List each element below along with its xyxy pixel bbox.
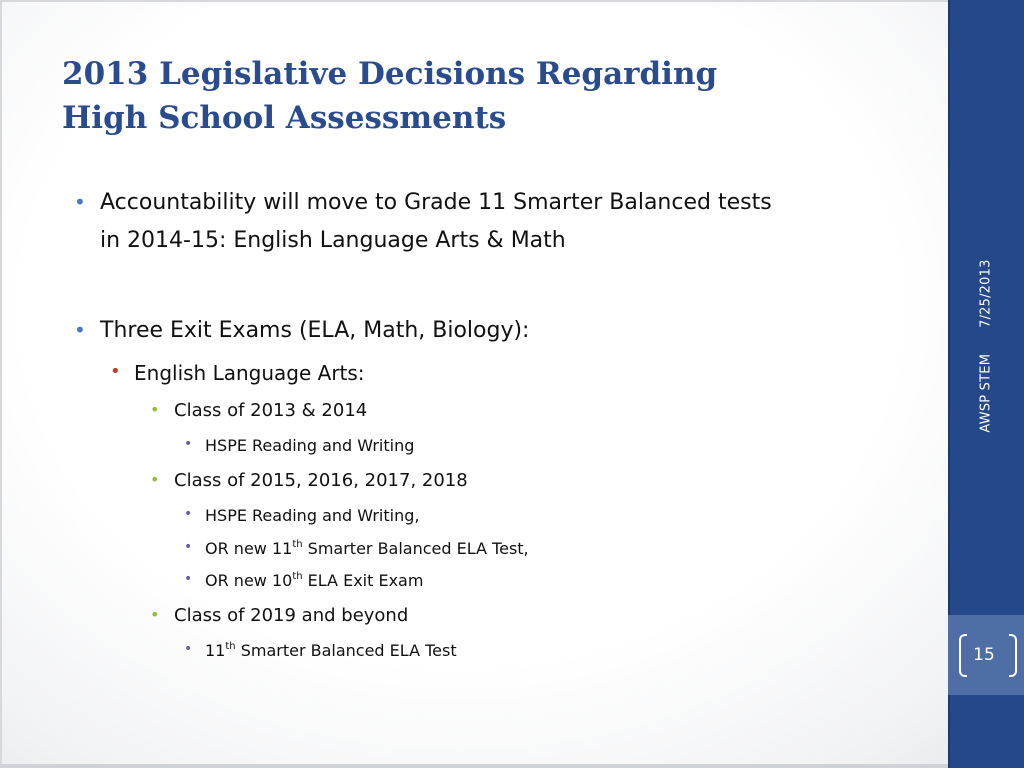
bullet-text: HSPE Reading and Writing, [205, 506, 420, 525]
bullet-text: OR new 10th ELA Exit Exam [205, 571, 424, 590]
bullet-text: Class of 2019 and beyond [174, 605, 409, 626]
slide-title-line-2: High School Assessments [62, 100, 507, 136]
bullet-dot-icon: • [74, 318, 86, 342]
bullet-dot-icon: • [110, 361, 121, 382]
bullet-text: English Language Arts: [134, 361, 365, 385]
bullet-text: Three Exit Exams (ELA, Math, Biology): [100, 318, 530, 343]
page-number: 15 [973, 645, 995, 665]
bullet-dot-icon: • [150, 470, 160, 489]
footer-date: 7/25/2013 [978, 259, 994, 328]
bullet-dot-icon: • [184, 506, 193, 522]
page-number-box [948, 615, 1024, 695]
bullet-dot-icon: • [150, 605, 160, 624]
bullet-text: 11th Smarter Balanced ELA Test [205, 641, 457, 660]
bullet-text: Class of 2015, 2016, 2017, 2018 [174, 470, 468, 491]
bullet-dot-icon: • [150, 400, 160, 419]
bullet-text: OR new 11th Smarter Balanced ELA Test, [205, 539, 529, 558]
bullet-dot-icon: • [184, 641, 193, 657]
bullet-dot-icon: • [184, 571, 193, 587]
bullet-text: Class of 2013 & 2014 [174, 400, 368, 421]
bullet-text: HSPE Reading and Writing [205, 436, 415, 455]
bullet-text-line-1: Accountability will move to Grade 11 Smarter Balanced tests [100, 190, 772, 215]
bullet-dot-icon: • [184, 436, 193, 452]
bullet-dot-icon: • [184, 539, 193, 555]
footer-organization: AWSP STEM [978, 353, 994, 433]
bullet-text-line-2: in 2014-15: English Language Arts & Math [100, 228, 566, 253]
bullet-dot-icon: • [74, 190, 86, 214]
slide-title-line-1: 2013 Legislative Decisions Regarding [62, 56, 718, 92]
